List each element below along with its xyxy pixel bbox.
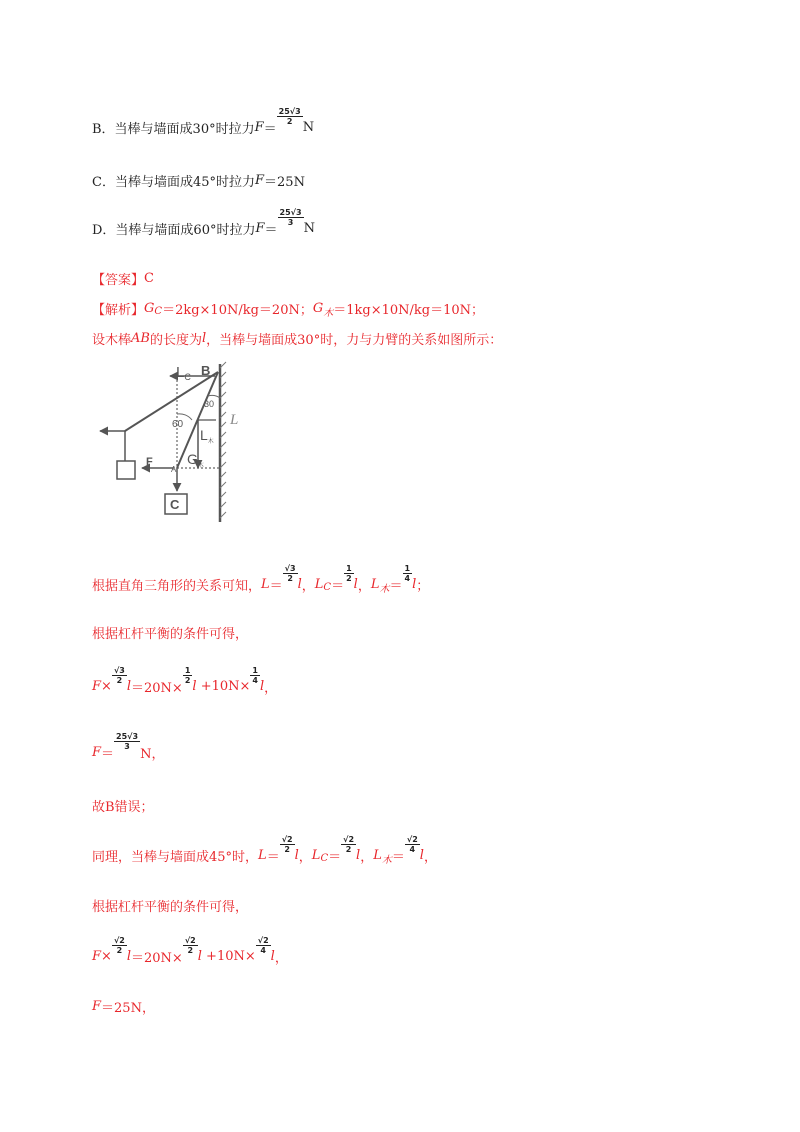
- fraction-numerator: 1: [184, 665, 191, 675]
- step-6-text: 同理，当棒与墙面成45°时，: [92, 849, 259, 865]
- fraction-denominator: 4: [404, 573, 411, 583]
- step-1-text: 根据直角三角形的关系可知，: [92, 578, 262, 594]
- step-6-fraction-3: [406, 835, 419, 854]
- wall: [220, 362, 226, 522]
- fraction-numerator: √2: [113, 935, 125, 945]
- fraction-denominator: 2: [112, 945, 127, 955]
- step-6-lc: L: [311, 847, 321, 863]
- step-1-lm-sub: 木: [379, 583, 390, 595]
- block-left: [117, 461, 135, 479]
- step-9: [92, 976, 155, 1036]
- step-1-fraction-1: [284, 564, 297, 583]
- step-1: 根据直角三角形的关系可知， L ＝ $\frac{√3}{2}$ l ， L C ＝ $\frac{1}{2}$ l ， L 木 ＝ $\frac{1}{4}$ l ；: [92, 563, 430, 595]
- fraction-numerator: 1: [346, 563, 352, 573]
- step-8: F × $\frac{√2}{2}$ l ＝20N× $\frac{√2}{2}$ l +10N× $\frac{√2}{4}$ l ，: [92, 935, 288, 966]
- fraction-denominator: 2: [184, 675, 191, 685]
- option-c-var: F: [255, 172, 265, 188]
- step-4-f: F: [92, 744, 102, 760]
- step-3-mid-2: +10N×: [200, 678, 251, 694]
- step-6-fraction-1: [281, 835, 294, 854]
- fraction-numerator: 25√3: [278, 106, 301, 116]
- step-3-l: l: [126, 678, 132, 694]
- label-lmu: $L_木$: [200, 427, 214, 445]
- step-6-lm: L: [373, 847, 382, 863]
- answer-label: 【答案】: [92, 272, 145, 288]
- fraction-denominator: 2: [280, 844, 295, 854]
- fraction-denominator: 2: [112, 675, 127, 685]
- fraction-numerator: √2: [343, 834, 355, 844]
- angle-30-arc: [208, 395, 220, 398]
- step-8-end: ，: [274, 950, 288, 966]
- option-b-eq: ＝: [263, 121, 277, 137]
- gw-symbol: G: [312, 300, 324, 316]
- fraction-numerator: 25√3: [116, 731, 139, 741]
- fraction-denominator: 4: [252, 675, 258, 685]
- fraction-denominator: 4: [256, 945, 271, 955]
- step-1-l3: l: [412, 576, 417, 592]
- fraction-denominator: 3: [114, 741, 140, 751]
- step-3: F × $\frac{√3}{2}$ l ＝20N× $\frac{1}{2}$ l +10N× $\frac{1}{4}$ l ，: [92, 665, 278, 696]
- fraction-numerator: 1: [252, 665, 258, 675]
- step-6-lc-sub: C: [320, 852, 329, 864]
- option-d-fraction: [279, 208, 303, 227]
- fraction-numerator: √3: [113, 665, 125, 675]
- option-b-fraction: [278, 107, 302, 126]
- option-d-text: D．当棒与墙面成60°时拉力: [92, 222, 256, 238]
- step-9-rest: ＝25N，: [101, 1000, 155, 1016]
- label-gmu: $G_木$: [187, 451, 204, 469]
- step-2: [92, 602, 248, 662]
- fraction-denominator: 4: [405, 844, 420, 854]
- step-3-fraction-1: [113, 666, 126, 685]
- label-60: 60: [172, 419, 184, 430]
- step-3-fraction-2: [184, 666, 192, 685]
- step-3-f: F: [92, 678, 102, 694]
- option-b-var: F: [254, 119, 264, 135]
- label-l: L: [230, 412, 239, 428]
- step-1-end: ；: [416, 578, 430, 594]
- fraction-numerator: √3: [284, 563, 296, 573]
- fraction-denominator: 2: [277, 116, 303, 126]
- step-4-end: N，: [140, 746, 165, 762]
- step-9-f: F: [92, 998, 102, 1014]
- gw-subscript: 木: [323, 307, 334, 319]
- step-1-lm: L: [370, 576, 380, 592]
- step-8-fraction-2: [184, 936, 197, 955]
- fraction-denominator: 2: [341, 844, 356, 854]
- step-4-eq: ＝: [101, 746, 115, 762]
- setup-text-b: 的长度为: [149, 332, 202, 348]
- step-4: [92, 722, 164, 782]
- fraction-denominator: 2: [346, 573, 352, 583]
- step-1-fraction-3: [404, 564, 412, 583]
- gc-symbol: G: [144, 300, 155, 316]
- step-1-fraction-2: [345, 564, 353, 583]
- step-8-mid-2: +10N×: [206, 948, 256, 964]
- step-6-lm-sub: 木: [381, 854, 392, 866]
- fraction-denominator: 2: [283, 573, 298, 583]
- label-a: A: [171, 465, 177, 474]
- step-1-lc-sub: C: [323, 581, 332, 593]
- step-4-fraction: [115, 732, 139, 751]
- step-3-mid-1: ＝20N×: [131, 680, 183, 696]
- option-d-unit: N: [303, 220, 315, 236]
- option-c-text: C．当棒与墙面成45°时拉力: [92, 174, 255, 190]
- step-1-l1: l: [297, 576, 302, 592]
- step-8-f: F: [92, 948, 102, 964]
- fraction-numerator: 1: [404, 563, 411, 573]
- step-7-text: 根据杠杆平衡的条件可得，: [92, 899, 249, 915]
- step-8-fraction-3: [257, 936, 270, 955]
- step-1-l-symbol: L: [261, 576, 270, 592]
- option-b-unit: N: [302, 119, 315, 135]
- fraction-numerator: √2: [406, 834, 418, 844]
- label-30: 30: [204, 399, 215, 409]
- fraction-numerator: √2: [281, 834, 293, 844]
- option-d-var: F: [255, 220, 265, 236]
- option-c-eq: ＝25N: [264, 174, 305, 190]
- label-b: B: [201, 363, 211, 378]
- step-6-end: ，: [423, 849, 437, 865]
- gc-subscript: C: [154, 305, 163, 317]
- option-b: [92, 97, 314, 157]
- setup-ab: AB: [131, 330, 150, 346]
- label-f: F: [146, 456, 153, 468]
- setup-text-c: ，当棒与墙面成30°时，力与力臂的关系如图所示：: [206, 332, 503, 348]
- option-b-text: B．当棒与墙面成30°时拉力: [92, 121, 255, 137]
- step-2-text: 根据杠杆平衡的条件可得，: [92, 626, 249, 642]
- step-8-mid-1: ＝20N×: [131, 950, 183, 966]
- step-6: 同理，当棒与墙面成45°时， L ＝ $\frac{√2}{2}$ l ， L C ＝ $\frac{√2}{2}$ l ， L 木 ＝ $\frac{√2}{4}$ l ，: [92, 834, 437, 866]
- step-1-l2: l: [353, 576, 358, 592]
- gw-formula: ＝1kg×10N/kg＝10N；: [333, 302, 485, 318]
- analysis-label: 【解析】: [92, 302, 145, 318]
- step-1-lc: L: [314, 576, 324, 592]
- step-6-fraction-2: [342, 835, 355, 854]
- option-d-eq: ＝: [264, 222, 278, 238]
- step-3-fraction-3: [251, 666, 259, 685]
- step-8-fraction-1: [113, 936, 126, 955]
- fraction-numerator: √2: [257, 935, 269, 945]
- lever-diagram: [90, 356, 250, 528]
- answer-value: C: [144, 270, 154, 286]
- fraction-numerator: √2: [184, 935, 196, 945]
- step-3-end: ，: [264, 680, 278, 696]
- step-3-times: ×: [101, 678, 112, 694]
- fraction-numerator: 25√3: [279, 207, 302, 217]
- setup-l: l: [201, 330, 207, 346]
- gc-formula: ＝2kg×10N/kg＝20N；: [162, 302, 313, 318]
- setup-text-a: 设木棒: [92, 332, 132, 348]
- step-1-eq: ＝: [269, 578, 283, 594]
- fraction-denominator: 2: [183, 945, 198, 955]
- label-lc: $L_C$: [176, 364, 191, 382]
- label-c: C: [170, 497, 180, 512]
- fraction-denominator: 3: [278, 217, 304, 227]
- step-5-text: 故B错误；: [92, 799, 154, 815]
- step-6-l-symbol: L: [258, 847, 267, 863]
